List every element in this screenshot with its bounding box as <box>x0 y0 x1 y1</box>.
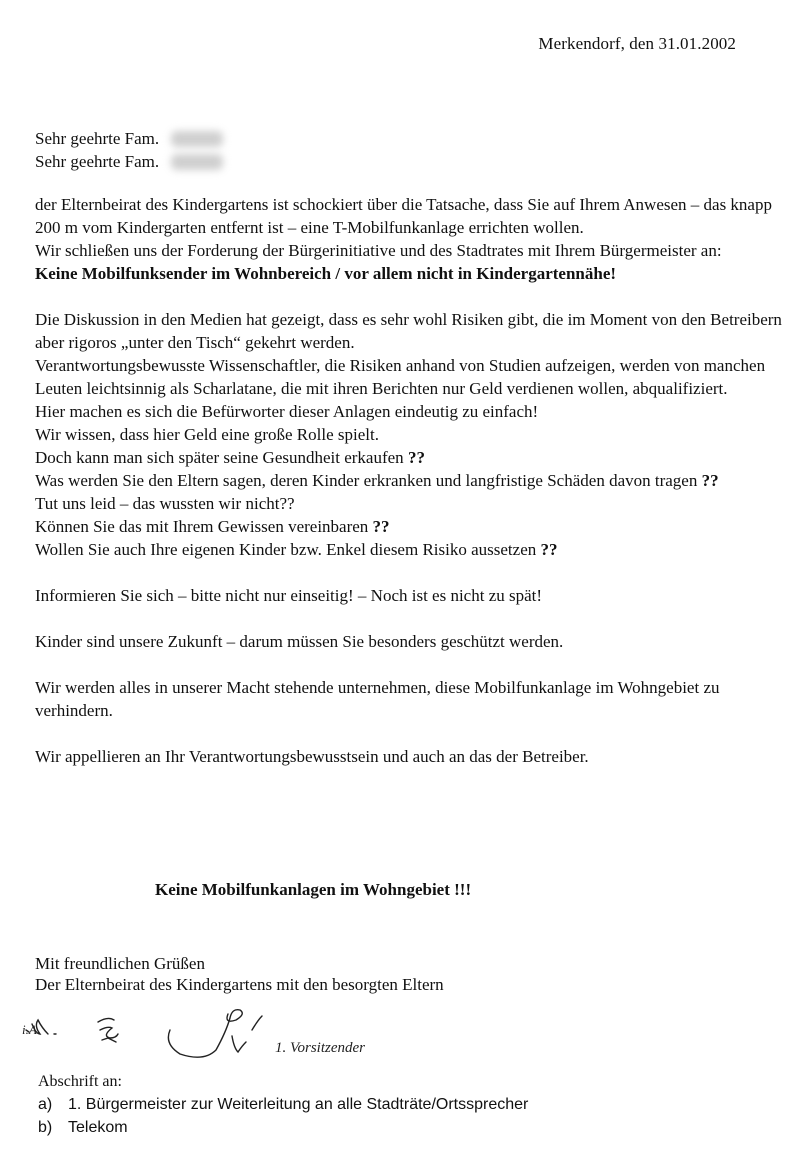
question-marks: ?? <box>701 471 719 490</box>
paragraph: Tut uns leid – das wussten wir nicht?? <box>35 494 295 513</box>
signature-prefix: i.A. <box>22 1022 41 1037</box>
question-text: Doch kann man sich später seine Gesundheit erkaufen <box>35 448 404 467</box>
letter-body <box>35 193 795 768</box>
paragraph: Hier machen es sich die Befürworter dieser Anlagen eindeutig zu einfach! <box>35 402 539 421</box>
item-text: 1. Bürgermeister zur Weiterleitung an alle Stadträte/Ortssprecher <box>68 1096 529 1113</box>
question-marks: ?? <box>540 540 558 559</box>
salutation-line <box>35 127 223 150</box>
item-letter: a) <box>38 1096 53 1113</box>
question-line <box>35 515 795 538</box>
paragraph: Kinder sind unsere Zukunft – darum müssen Sie besonders geschützt werden. <box>35 632 564 651</box>
salutation-line <box>35 150 223 173</box>
dateline: Merkendorf, den 31.01.2002 <box>538 34 736 53</box>
closing-block <box>35 953 444 995</box>
redacted-name <box>171 154 223 170</box>
item-text: Telekom <box>68 1119 128 1136</box>
question-text: Wollen Sie auch Ihre eigenen Kinder bzw. Enkel diesem Risiko aussetzen <box>35 540 537 559</box>
question-marks: ?? <box>372 517 390 536</box>
question-text: Was werden Sie den Eltern sagen, deren Kinder erkranken und langfristige Schäden davon tragen <box>35 471 698 490</box>
paragraph: Die Diskussion in den Medien hat gezeigt, dass es sehr wohl Risiken gibt, die im Moment von den Betreibern aber rigoros „unter den Tisch“ gekehrt werden. <box>35 310 782 352</box>
item-letter: b) <box>38 1119 53 1136</box>
signature-role: 1. Vorsitzender <box>275 1040 365 1056</box>
sender-text: Der Elternbeirat des Kindergartens mit den besorgten Eltern <box>35 975 444 994</box>
greeting-text: Mit freundlichen Grüßen <box>35 954 205 973</box>
question-text: Können Sie das mit Ihrem Gewissen vereinbaren <box>35 517 369 536</box>
question-line <box>35 538 795 561</box>
redacted-name <box>171 131 223 147</box>
demand-statement: Keine Mobilfunksender im Wohnbereich / vor allem nicht in Kindergartennähe! <box>35 264 617 283</box>
question-line <box>35 446 795 469</box>
copies-label: Abschrift an: <box>38 1073 122 1090</box>
salutation-text: Sehr geehrte Fam. <box>35 129 160 148</box>
paragraph: Verantwortungsbewusste Wissenschaftler, die Risiken anhand von Studien aufzeigen, werden von manchen Leuten leichtsinnig als Scharlatane, die mit ihren Berichten nur Geld verdienen wollen, abqualifiziert. <box>35 356 766 398</box>
paragraph: Informieren Sie sich – bitte nicht nur einseitig! – Noch ist es nicht zu spät! <box>35 586 543 605</box>
slogan: Keine Mobilfunkanlagen im Wohngebiet !!! <box>155 880 472 899</box>
paragraph: Wir appellieren an Ihr Verantwortungsbewusstsein und auch an das der Betreiber. <box>35 747 589 766</box>
paragraph: Wir werden alles in unserer Macht stehende unternehmen, diese Mobilfunkanlage im Wohngebiet zu verhindern. <box>35 678 720 720</box>
paragraph: der Elternbeirat des Kindergartens ist schockiert über die Tatsache, dass Sie auf Ihrem Anwesen – das knapp 200 m vom Kindergarten entfernt ist – eine T-Mobilfunkanlage errichten wollen. <box>35 195 772 237</box>
list-item <box>38 1093 528 1116</box>
handwritten-signature <box>20 1000 440 1065</box>
salutations <box>35 127 223 173</box>
list-item <box>38 1116 528 1139</box>
copies-block <box>38 1070 528 1139</box>
paragraph: Wir schließen uns der Forderung der Bürgerinitiative und des Stadtrates mit Ihrem Bürgermeister an: <box>35 241 722 260</box>
question-marks: ?? <box>407 448 425 467</box>
paragraph: Wir wissen, dass hier Geld eine große Rolle spielt. <box>35 425 379 444</box>
salutation-text: Sehr geehrte Fam. <box>35 152 160 171</box>
question-line <box>35 469 795 492</box>
